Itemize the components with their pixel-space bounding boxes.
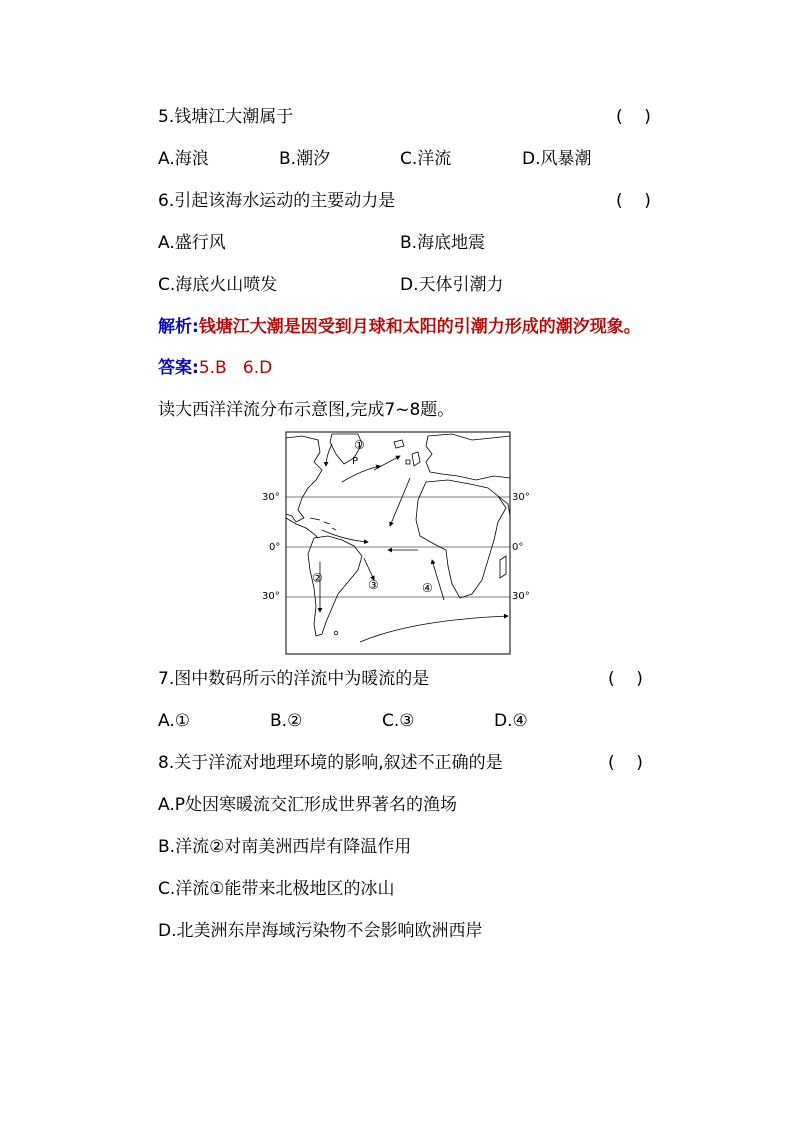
q8-option-a: A.P处因寒暖流交汇形成世界著名的渔场 (158, 795, 457, 815)
q5-stem: 5.钱塘江大潮属于 (158, 107, 294, 127)
marker-3: ③ (368, 578, 379, 592)
q8-option-c: C.洋流①能带来北极地区的冰山 (158, 879, 395, 899)
q7-stem: 7.图中数码所示的洋流中为暖流的是 (158, 669, 430, 689)
map-intro: 读大西洋洋流分布示意图,完成7~8题。 (158, 400, 455, 420)
q6-option-c: C.海底火山喷发 (158, 275, 278, 295)
q5-option-c: C.洋流 (400, 149, 452, 169)
marker-1: ① (354, 438, 365, 452)
analysis-label: 解析: (158, 317, 199, 337)
lat-label-left-30n: 30° (262, 492, 280, 503)
q6-answer-paren: ( ) (616, 191, 651, 211)
q8-option-d: D.北美洲东岸海域污染物不会影响欧洲西岸 (158, 921, 483, 941)
point-p-label: P (352, 456, 359, 467)
lat-label-right-0: 0° (512, 542, 524, 553)
q7-answer-paren: ( ) (608, 669, 643, 689)
map-frame (286, 432, 510, 654)
q5-option-a: A.海浪 (158, 149, 209, 169)
q7-option-a: A.① (158, 711, 190, 731)
q8-answer-paren: ( ) (608, 753, 643, 773)
q5-option-d: D.风暴潮 (522, 149, 592, 169)
q7-option-b: B.② (270, 711, 303, 731)
q5-answer-paren: ( ) (616, 107, 651, 127)
q5-option-b: B.潮汐 (279, 149, 331, 169)
analysis (158, 316, 641, 338)
q6-stem: 6.引起该海水运动的主要动力是 (158, 191, 396, 211)
lat-label-right-30n: 30° (512, 492, 530, 503)
q8-stem: 8.关于洋流对地理环境的影响,叙述不正确的是 (158, 753, 503, 773)
q7-option-d: D.④ (494, 711, 528, 731)
answer-value: 5.B 6.D (198, 358, 273, 378)
analysis-text: 钱塘江大潮是因受到月球和太阳的引潮力形成的潮汐现象。 (198, 317, 641, 337)
q6-option-d: D.天体引潮力 (400, 275, 504, 295)
lat-label-right-30s: 30° (512, 591, 530, 602)
answer-label: 答案: (158, 358, 199, 378)
lat-label-left-30s: 30° (262, 591, 280, 602)
q8-option-b: B.洋流②对南美洲西岸有降温作用 (158, 837, 412, 857)
answer (158, 357, 272, 379)
q7-option-c: C.③ (382, 711, 415, 731)
lat-label-left-0: 0° (269, 542, 281, 553)
marker-2: ② (312, 571, 323, 585)
q6-option-b: B.海底地震 (400, 233, 486, 253)
q6-option-a: A.盛行风 (158, 233, 226, 253)
marker-4: ④ (422, 581, 433, 595)
atlantic-currents-map (262, 430, 532, 656)
